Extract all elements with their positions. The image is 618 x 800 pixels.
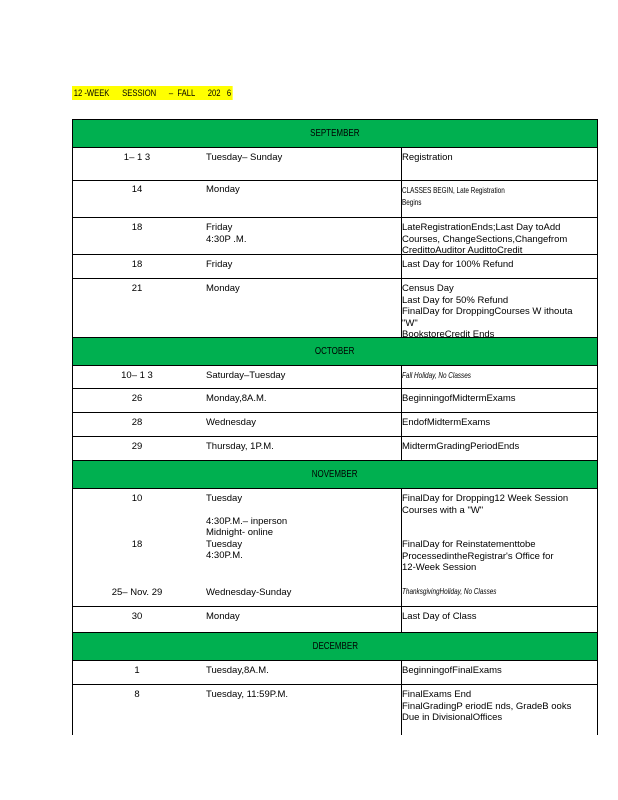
event-cell	[401, 489, 597, 606]
day-text: Tuesday, 11:59P.M.	[206, 689, 289, 700]
day-text: Wednesday	[206, 417, 256, 428]
event-text: 12-Week Session	[402, 562, 477, 573]
event-cell	[401, 218, 597, 254]
day-cell	[206, 417, 396, 429]
table-row	[72, 436, 598, 460]
day-text: Monday,8A.M.	[206, 393, 267, 404]
date-cell: 26	[131, 393, 143, 404]
table-row	[72, 278, 598, 340]
page-title: 12 -WEEK SESSION – FALL 202 6	[73, 88, 232, 98]
event-cell	[401, 685, 597, 735]
day-text: Friday	[206, 259, 233, 270]
date-cell: 25– Nov. 29	[111, 587, 163, 598]
event-text: Due in DivisionalOffices	[402, 712, 503, 723]
date-cell: 10– 1 3	[121, 370, 153, 381]
event-text: Last Day of Class	[402, 611, 477, 622]
date-cell: 21	[131, 283, 143, 294]
day-text: 4:30P .M.	[206, 233, 247, 245]
event-cell	[401, 389, 597, 412]
day-cell	[206, 665, 396, 677]
day-cell	[206, 259, 396, 271]
event-text: Courses, ChangeSections,Changefrom	[402, 233, 568, 245]
day-cell	[206, 441, 396, 453]
date-cell: 28	[131, 417, 143, 428]
calendar-table	[72, 119, 598, 735]
month-header-december	[72, 632, 598, 660]
table-row	[72, 606, 598, 632]
day-text: Friday	[206, 222, 233, 233]
date-cell: 14	[131, 184, 143, 195]
day-text: Tuesday,8A.M.	[206, 665, 269, 676]
table-row	[72, 488, 598, 606]
event-text: FinalDay for Reinstatementtobe	[402, 539, 536, 550]
day-cell	[206, 587, 396, 599]
event-text: Courses with a "W"	[402, 504, 484, 516]
event-text: FinalDay for Dropping12 Week Session	[402, 493, 569, 504]
day-cell	[206, 611, 396, 623]
date-cell: 30	[131, 611, 143, 622]
event-text: Last Day for 50% Refund	[402, 294, 509, 306]
event-text: "W"	[402, 317, 418, 329]
date-cell: 29	[131, 441, 143, 452]
table-row	[72, 365, 598, 388]
day-text: 4:30P.M.	[206, 550, 243, 561]
date-cell: 18	[131, 539, 143, 550]
table-row	[72, 180, 598, 217]
day-text: Tuesday	[206, 493, 243, 504]
day-text: Thursday, 1P.M.	[206, 441, 274, 452]
event-text: FinalGradingP eriodE nds, GradeB ooks	[402, 700, 572, 712]
date-cell: 18	[131, 259, 143, 270]
event-text: BeginningofFinalExams	[402, 665, 502, 676]
day-cell	[206, 222, 396, 245]
day-cell	[206, 393, 396, 405]
day-text: Monday	[206, 611, 240, 622]
day-cell	[206, 283, 396, 295]
event-cell	[401, 148, 597, 180]
event-cell	[401, 607, 597, 632]
date-cell: 8	[134, 689, 140, 700]
day-cell	[206, 184, 396, 196]
day-cell	[206, 370, 396, 382]
event-cell	[401, 437, 597, 460]
table-row	[72, 254, 598, 278]
day-cell	[206, 152, 396, 164]
event-text: FinalDay for DroppingCourses W ithouta	[402, 306, 573, 317]
event-text: Fall Holiday, No Classes	[402, 370, 471, 380]
date-cell: 10	[131, 493, 143, 504]
table-row	[72, 217, 598, 254]
day-text: 4:30P.M.– inperson	[206, 515, 288, 527]
event-cell	[401, 181, 597, 217]
event-text: LateRegistrationEnds;Last Day toAdd	[402, 222, 561, 233]
event-text: BeginningofMidtermExams	[402, 393, 516, 404]
table-row	[72, 684, 598, 735]
event-cell	[401, 366, 597, 388]
event-text: Begins	[402, 196, 422, 207]
event-cell	[401, 255, 597, 278]
table-row	[72, 147, 598, 180]
event-cell	[401, 661, 597, 684]
event-text: Census Day	[402, 283, 454, 294]
day-cell	[206, 689, 396, 701]
month-header-september	[72, 119, 598, 147]
day-text: Monday	[206, 283, 240, 294]
month-label: NOVEMBER	[312, 469, 358, 480]
month-label: OCTOBER	[315, 346, 355, 357]
event-text: Last Day for 100% Refund	[402, 259, 514, 270]
event-text: ThanksgivingHoliday, No Classes	[402, 585, 497, 596]
date-cell: 1	[134, 665, 140, 676]
month-label: SEPTEMBER	[310, 128, 360, 139]
day-text: Tuesday	[206, 538, 243, 550]
event-text: EndofMidtermExams	[402, 417, 491, 428]
event-text: CredittoAuditor AudittoCredit	[402, 245, 523, 256]
event-text: ProcessedintheRegistrar's Office for	[402, 550, 554, 562]
event-cell	[401, 413, 597, 436]
event-text: FinalExams End	[402, 689, 472, 700]
month-header-october	[72, 337, 598, 365]
day-cell	[206, 493, 396, 562]
event-text: CLASSES BEGIN, Late Registration	[402, 185, 505, 195]
day-text: Midnight- online	[206, 527, 274, 538]
date-cell: 18	[131, 222, 143, 233]
event-text: Registration	[402, 152, 453, 163]
month-header-november	[72, 460, 598, 488]
day-text: Tuesday– Sunday	[206, 152, 283, 163]
table-row	[72, 660, 598, 684]
table-row	[72, 412, 598, 436]
day-text: Monday	[206, 184, 240, 195]
event-text: MidtermGradingPeriodEnds	[402, 441, 520, 452]
table-row	[72, 388, 598, 412]
month-label: DECEMBER	[312, 641, 358, 652]
day-text: Wednesday-Sunday	[206, 587, 292, 598]
day-text: Saturday–Tuesday	[206, 370, 286, 381]
event-cell	[401, 279, 597, 340]
event-text: BookstoreCredit Ends	[402, 329, 495, 340]
date-cell: 1– 1 3	[123, 152, 151, 163]
